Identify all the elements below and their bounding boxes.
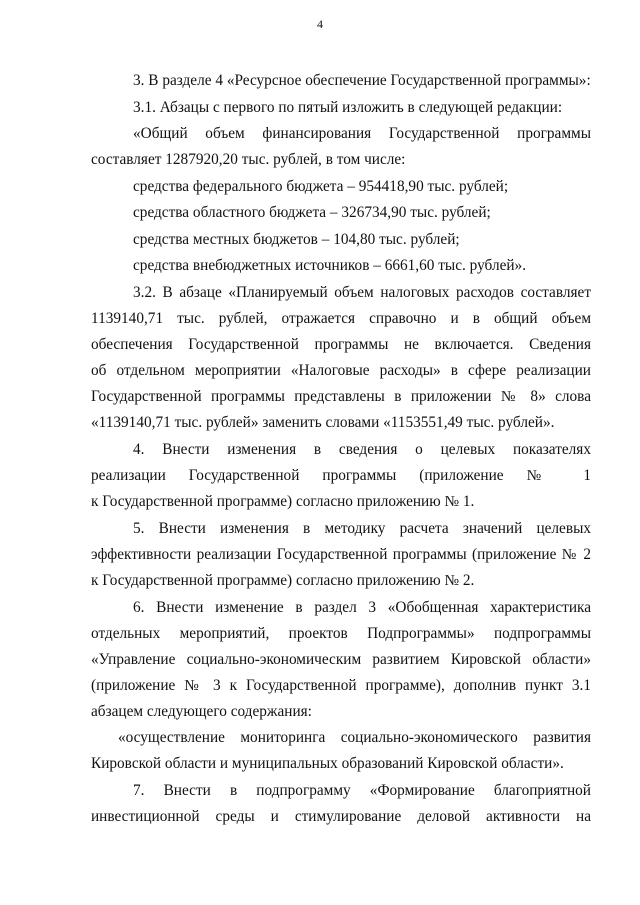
quote-line-1: «Общий объем финансирования Государственной программы (133, 125, 591, 142)
item-3-2-line-2: 1139140,71 тыс. рублей, отражается справочно и в общий объем (91, 310, 591, 327)
item-6-line-4: (приложение № 3 к Государственной программе), дополнив пункт 3.1 (91, 677, 591, 694)
page-number: 4 (317, 17, 323, 31)
item-5-line-3: к Государственной программе) согласно приложению № 2. (91, 572, 475, 589)
item-7-line-1: 7. Внести в подпрограмму «Формирование благоприятной (133, 782, 591, 799)
item-3-heading: 3. В разделе 4 «Ресурсное обеспечение Государственной программы»: (133, 72, 591, 89)
item-3-2-line-1: 3.2. В абзаце «Планируемый объем налоговых расходов составляет (133, 284, 591, 301)
item-3-2-line-5: Государственной программы представлены в приложении № 8» слова (91, 388, 591, 405)
item-4-line-3: к Государственной программе) согласно приложению № 1. (91, 493, 475, 510)
extrabudget-line: средства внебюджетных источников – 6661,60 тыс. рублей». (133, 257, 527, 274)
quote-line-2: составляет 1287920,20 тыс. рублей, в том числе: (91, 151, 406, 168)
item-7-line-2: инвестиционной среды и стимулирование деловой активности на (91, 808, 591, 825)
item-5-line-1: 5. Внести изменения в методику расчета значений целевых (133, 520, 591, 537)
item-6-line-1: 6. Внести изменение в раздел 3 «Обобщенная характеристика (133, 599, 591, 616)
local-budget-line: средства местных бюджетов – 104,80 тыс. рублей; (133, 231, 460, 248)
item-4-line-1: 4. Внести изменения в сведения о целевых показателях (133, 441, 591, 458)
quote-monitoring-line-2: Кировской области и муниципальных образований Кировской области». (91, 755, 564, 772)
item-3-1-text: 3.1. Абзацы с первого по пятый изложить в следующей редакции: (133, 99, 563, 116)
regional-budget-line: средства областного бюджета – 326734,90 тыс. рублей; (133, 204, 491, 221)
federal-budget-line: средства федерального бюджета – 954418,90 тыс. рублей; (133, 178, 509, 195)
quote-monitoring-line-1: «осуществление мониторинга социально-экономического развития (118, 729, 591, 746)
item-5-line-2: эффективности реализации Государственной программы (приложение № 2 (91, 546, 591, 563)
item-4-line-2: реализации Государственной программы (приложение № 1 (91, 467, 591, 484)
item-3-2-line-4: об отдельном мероприятии «Налоговые расходы» в сфере реализации (91, 362, 591, 379)
item-6-line-3: «Управление социально-экономическим развитием Кировской области» (91, 651, 591, 668)
item-6-line-5: абзацем следующего содержания: (91, 703, 312, 720)
item-3-2-line-3: обеспечения Государственной программы не включается. Сведения (91, 336, 591, 353)
item-6-line-2: отдельных мероприятий, проектов Подпрограммы» подпрограммы (91, 625, 591, 642)
item-3-2-line-6: «1139140,71 тыс. рублей» заменить словами «1153551,49 тыс. рублей». (91, 414, 555, 431)
